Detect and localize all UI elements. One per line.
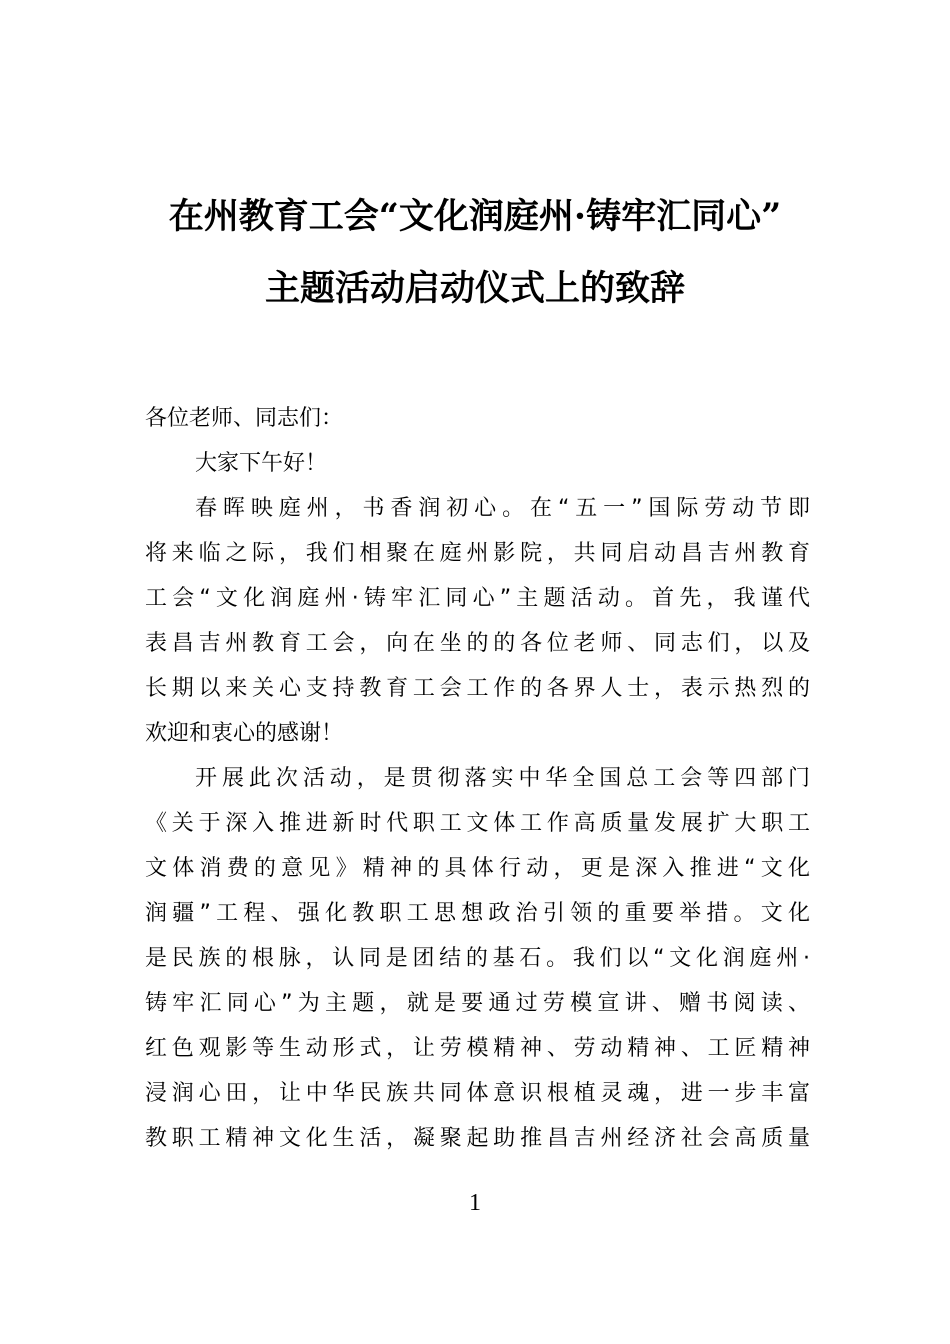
document-title-line-1: 在州教育工会“文化润庭州·铸牢汇同心” bbox=[168, 196, 782, 237]
paragraph-1-line: 长期以来关心支持教育工会工作的各界人士，表示热烈的 bbox=[145, 676, 810, 701]
paragraph-2-line: 文体消费的意见》精神的具体行动，更是深入推进“文化 bbox=[145, 856, 810, 881]
paragraph-1-line: 将来临之际，我们相聚在庭州影院，共同启动昌吉州教育 bbox=[145, 541, 810, 566]
paragraph-2-line: 铸牢汇同心”为主题，就是要通过劳模宣讲、赠书阅读、 bbox=[145, 991, 810, 1016]
paragraph-2-line: 润疆”工程、强化教职工思想政治引领的重要举措。文化 bbox=[145, 901, 810, 926]
paragraph-1-line: 春晖映庭州，书香润初心。在“五一”国际劳动节即 bbox=[195, 496, 810, 521]
salutation: 各位老师、同志们： bbox=[145, 406, 344, 431]
paragraph-2-line: 开展此次活动，是贯彻落实中华全国总工会等四部门 bbox=[195, 766, 810, 791]
document-body bbox=[145, 396, 810, 1161]
paragraph-2-line: 浸润心田，让中华民族共同体意识根植灵魂，进一步丰富 bbox=[145, 1081, 810, 1106]
paragraph-1-line: 欢迎和衷心的感谢！ bbox=[145, 721, 344, 746]
paragraph-2-line: 教职工精神文化生活，凝聚起助推昌吉州经济社会高质量 bbox=[145, 1126, 810, 1151]
document-title-line-2: 主题活动启动仪式上的致辞 bbox=[264, 268, 685, 309]
page-number: 1 bbox=[469, 1190, 481, 1216]
paragraph-1-line: 工会“文化润庭州·铸牢汇同心”主题活动。首先，我谨代 bbox=[145, 586, 810, 611]
paragraph-2-line: 《关于深入推进新时代职工文体工作高质量发展扩大职工 bbox=[145, 811, 810, 836]
paragraph-1-line: 表昌吉州教育工会，向在坐的的各位老师、同志们，以及 bbox=[145, 631, 810, 656]
greeting: 大家下午好！ bbox=[195, 451, 328, 476]
paragraph-2-line: 红色观影等生动形式，让劳模精神、劳动精神、工匠精神 bbox=[145, 1036, 810, 1061]
paragraph-2-line: 是民族的根脉，认同是团结的基石。我们以“文化润庭州· bbox=[145, 946, 810, 971]
